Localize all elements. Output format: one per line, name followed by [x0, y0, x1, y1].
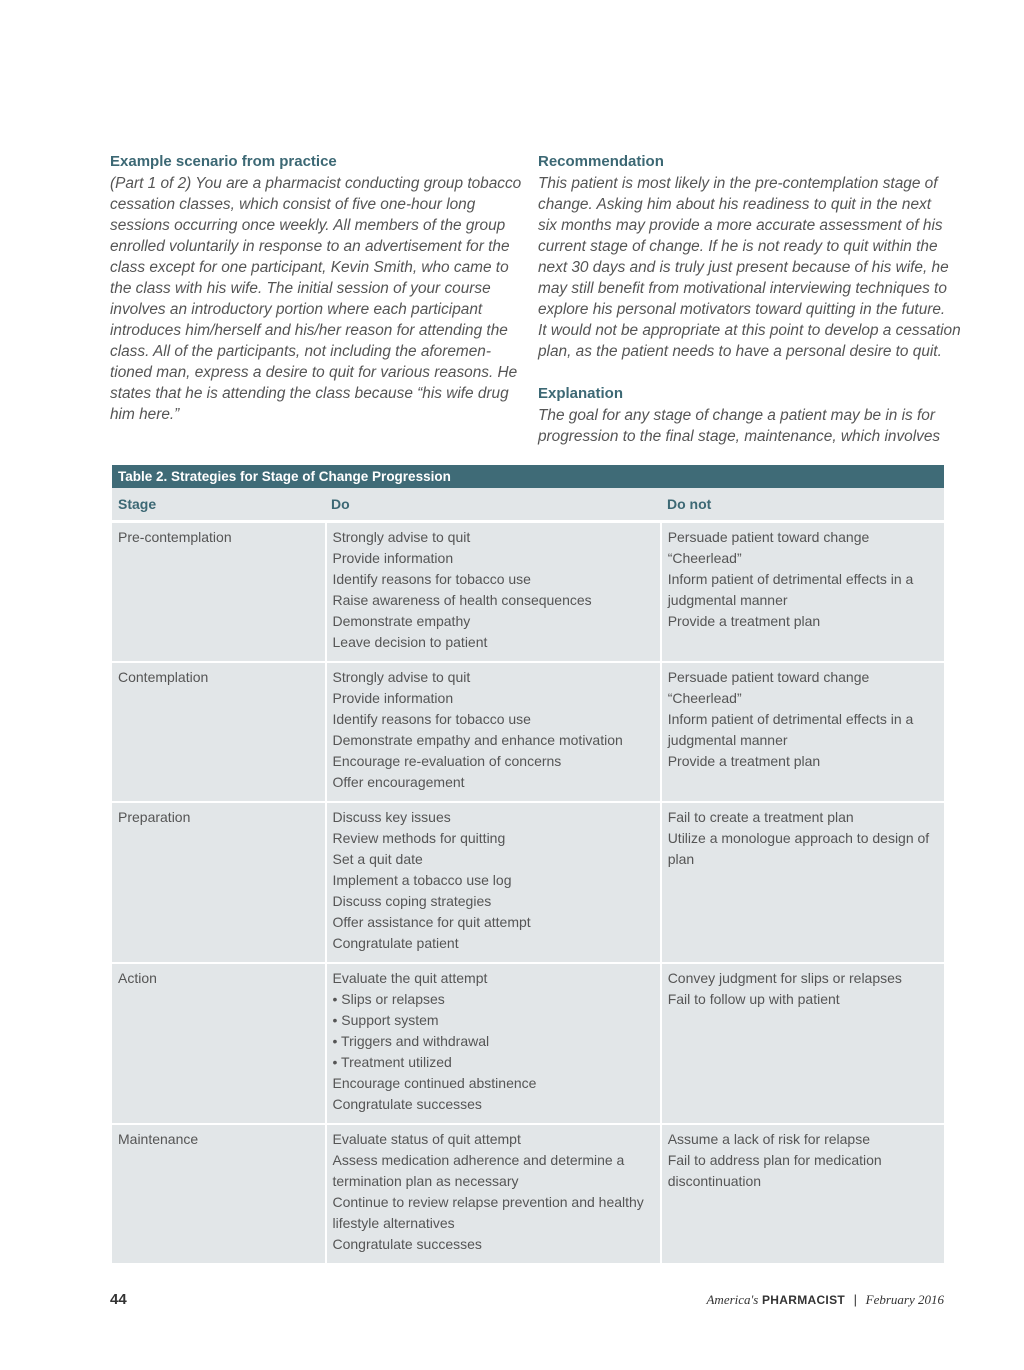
scenario-line: sessions occurring once weekly. All members of the group [110, 217, 506, 234]
scenario-line: introduces him/herself and his/her reason for attending the [110, 322, 508, 339]
explanation-line: The goal for any stage of change a patient may be in is for [538, 407, 935, 424]
recommendation-line: This patient is most likely in the pre-contemplation stage of [538, 175, 938, 192]
do-item: Congratulate patient [332, 935, 459, 951]
do-item: Raise awareness of health consequences [332, 592, 592, 608]
do-not-item: Persuade patient toward change [667, 669, 870, 685]
do-not-item: plan [667, 851, 695, 867]
do-cell [327, 1125, 660, 1263]
recommendation-line: six months may provide a more accurate assessment of his [538, 217, 943, 234]
do-item: • Triggers and withdrawal [332, 1033, 490, 1049]
recommendation-body [538, 173, 961, 362]
recommendation-line: current stage of change. If he is not ready to quit within the [538, 238, 938, 255]
scenario-column [110, 151, 522, 425]
header-stage: Stage [118, 496, 157, 512]
do-item: Evaluate status of quit attempt [332, 1131, 521, 1147]
do-item: Review methods for quitting [332, 830, 506, 846]
scenario-line: him here.” [110, 406, 180, 423]
scenario-line: enrolled voluntarily in response to an advertisement for the [110, 238, 510, 255]
do-item: Evaluate the quit attempt [332, 970, 488, 986]
do-not-item: Provide a treatment plan [667, 753, 821, 769]
publication-footer [706, 1292, 944, 1308]
do-item: lifestyle alternatives [332, 1215, 455, 1231]
do-item: Implement a tobacco use log [332, 872, 512, 888]
do-item: Continue to review relapse prevention and healthy [332, 1194, 644, 1210]
scenario-line: involves an introductory portion where each participant [110, 301, 483, 318]
recommendation-line: plan, as the patient needs to have a personal desire to quit. [538, 343, 942, 360]
do-item: Demonstrate empathy [332, 613, 471, 629]
stage-label: Pre-contemplation [118, 529, 232, 545]
header-do: Do [331, 496, 350, 512]
scenario-line: class. All of the participants, not including the aforemen- [110, 343, 491, 360]
table-row [112, 523, 944, 661]
page-number: 44 [110, 1291, 127, 1308]
explanation-line: progression to the final stage, maintenance, which involves [538, 428, 941, 445]
do-item: • Treatment utilized [332, 1054, 452, 1070]
do-item: Offer encouragement [332, 774, 465, 790]
table-row [112, 964, 944, 1123]
explanation-body [538, 405, 946, 447]
recommendation-line: change. Asking him about his readiness to quit in the next [538, 196, 931, 213]
do-not-item: Fail to create a treatment plan [667, 809, 854, 825]
recommendation-line: It would not be appropriate at this point to develop a cessation [538, 322, 961, 339]
do-not-item: discontinuation [667, 1173, 762, 1189]
do-not-item: Persuade patient toward change [667, 529, 870, 545]
footer-separator: | [853, 1292, 858, 1307]
do-not-item: Inform patient of detrimental effects in a [667, 711, 914, 727]
recommendation-column [538, 151, 961, 447]
stage-label: Contemplation [118, 669, 209, 685]
scenario-line: states that he is attending the class because “his wife drug [110, 385, 509, 402]
do-not-item: “Cheerlead” [667, 690, 742, 706]
table-header-row [112, 488, 944, 520]
table-row [112, 803, 944, 962]
stage-label: Action [118, 970, 157, 986]
recommendation-heading: Recommendation [538, 153, 664, 170]
stage-cell [112, 964, 325, 1123]
scenario-heading: Example scenario from practice [110, 153, 337, 170]
scenario-line: cessation classes, which consist of five one-hour long [110, 196, 476, 213]
do-item: Identify reasons for tobacco use [332, 571, 531, 587]
do-item: Provide information [332, 550, 454, 566]
stage-cell [112, 523, 325, 661]
do-item: • Support system [332, 1012, 439, 1028]
do-item: Discuss key issues [332, 809, 451, 825]
do-item: Assess medication adherence and determine a [332, 1152, 625, 1168]
stage-label: Preparation [118, 809, 191, 825]
strategies-table [112, 465, 944, 1265]
do-not-item: Convey judgment for slips or relapses [667, 970, 902, 986]
do-cell [327, 964, 660, 1123]
do-not-item: “Cheerlead” [667, 550, 742, 566]
do-item: Provide information [332, 690, 454, 706]
table-body [112, 523, 944, 1263]
do-cell [327, 523, 660, 661]
do-not-item: Fail to follow up with patient [667, 991, 840, 1007]
do-item: Offer assistance for quit attempt [332, 914, 531, 930]
table-row [112, 1125, 944, 1263]
do-item: Set a quit date [332, 851, 423, 867]
publication-prefix: America's [706, 1292, 759, 1307]
do-not-cell [662, 803, 944, 962]
explanation-heading: Explanation [538, 385, 624, 402]
recommendation-line: may still benefit from motivational interviewing techniques to [538, 280, 947, 297]
do-item: Strongly advise to quit [332, 669, 471, 685]
stage-cell [112, 1125, 325, 1263]
issue-date: February 2016 [865, 1292, 944, 1307]
scenario-line: tioned man, express a desire to quit for various reasons. He [110, 364, 518, 381]
do-not-item: judgmental manner [667, 592, 788, 608]
do-item: Discuss coping strategies [332, 893, 492, 909]
do-item: Identify reasons for tobacco use [332, 711, 531, 727]
stage-label: Maintenance [118, 1131, 199, 1147]
do-item: Encourage continued abstinence [332, 1075, 537, 1091]
recommendation-line: explore his personal motivators toward quitting in the future. [538, 301, 946, 318]
recommendation-line: next 30 days and is truly just present because of his wife, he [538, 259, 949, 276]
do-cell [327, 803, 660, 962]
do-not-item: Assume a lack of risk for relapse [667, 1131, 870, 1147]
do-not-cell [662, 1125, 944, 1263]
publication-name: PHARMACIST [762, 1293, 845, 1307]
do-not-item: Fail to address plan for medication [667, 1152, 882, 1168]
stage-cell [112, 803, 325, 962]
do-item: Congratulate successes [332, 1236, 482, 1252]
table-title: Table 2. Strategies for Stage of Change Progression [112, 465, 944, 488]
scenario-line: the class with his wife. The initial session of your course [110, 280, 491, 297]
scenario-line: (Part 1 of 2) You are a pharmacist conducting group tobacco [110, 175, 522, 192]
do-not-item: Inform patient of detrimental effects in a [667, 571, 914, 587]
do-item: Strongly advise to quit [332, 529, 471, 545]
do-not-item: Provide a treatment plan [667, 613, 821, 629]
do-item: • Slips or relapses [332, 991, 445, 1007]
do-item: termination plan as necessary [332, 1173, 519, 1189]
do-not-cell [662, 663, 944, 801]
table-row [112, 663, 944, 801]
do-item: Encourage re-evaluation of concerns [332, 753, 562, 769]
do-not-item: judgmental manner [667, 732, 788, 748]
do-item: Leave decision to patient [332, 634, 488, 650]
scenario-line: class except for one participant, Kevin Smith, who came to [110, 259, 509, 276]
do-not-cell [662, 523, 944, 661]
do-item: Congratulate successes [332, 1096, 482, 1112]
do-not-cell [662, 964, 944, 1123]
stage-cell [112, 663, 325, 801]
do-not-item: Utilize a monologue approach to design of [667, 830, 930, 846]
do-cell [327, 663, 660, 801]
do-item: Demonstrate empathy and enhance motivation [332, 732, 623, 748]
scenario-body [110, 173, 522, 425]
header-do-not: Do not [667, 496, 712, 512]
